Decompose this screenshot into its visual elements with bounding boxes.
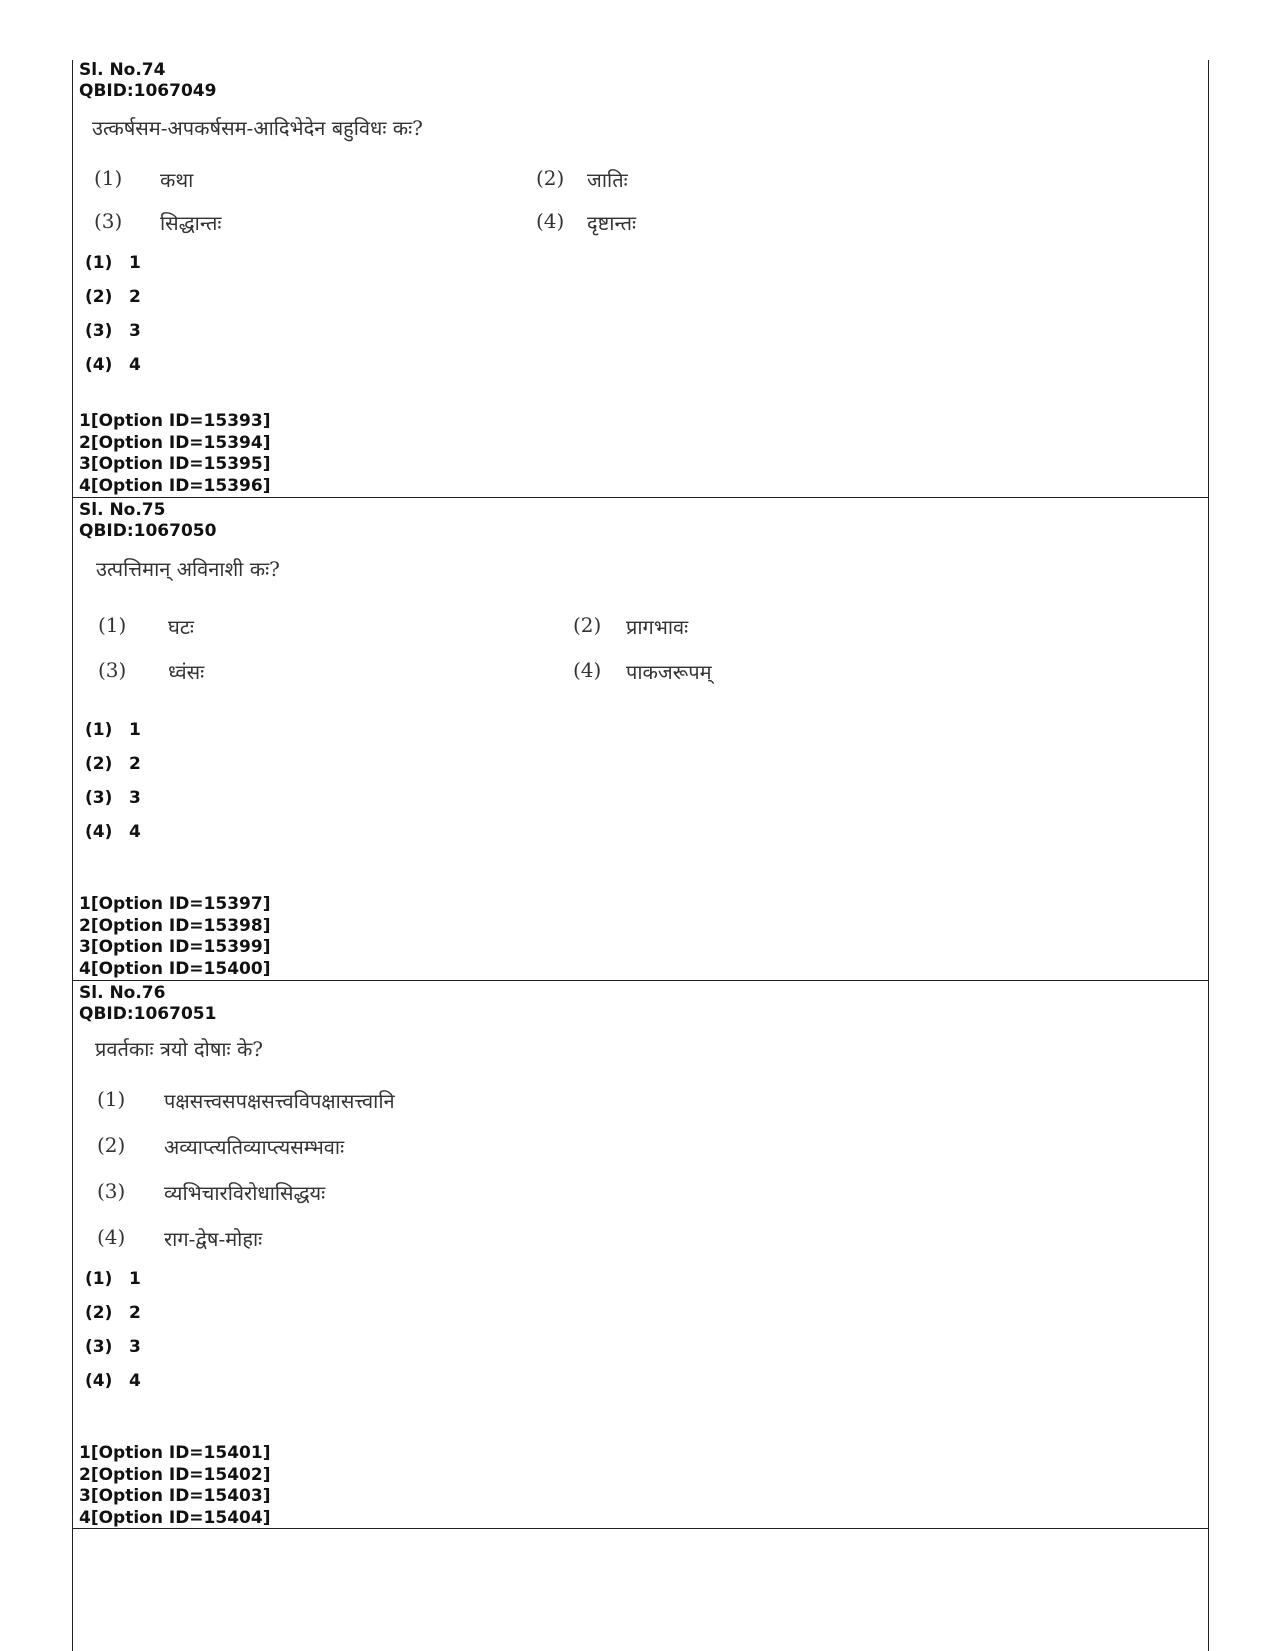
option-text: अव्याप्त्यतिव्याप्त्यसम्भवाः <box>164 1135 345 1159</box>
option-4 <box>536 209 637 235</box>
answer-value: 4 <box>129 822 141 842</box>
option-number: (2) <box>97 1133 126 1157</box>
option-number: (3) <box>94 209 123 233</box>
answer-number: (3) <box>85 788 113 808</box>
serial-number: Sl. No.76 <box>79 983 166 1003</box>
answer-choice-4 <box>85 1371 141 1391</box>
option-3 <box>97 1179 326 1205</box>
option-id: 2[Option ID=15394] <box>79 432 271 453</box>
answer-value: 2 <box>129 754 141 774</box>
option-id: 1[Option ID=15393] <box>79 411 271 431</box>
answer-choice-2 <box>85 754 141 774</box>
option-text: प्रागभावः <box>626 615 689 639</box>
option-1 <box>98 613 194 639</box>
answer-number: (3) <box>85 321 113 341</box>
option-2 <box>573 613 689 639</box>
option-2 <box>536 166 628 192</box>
option-text: जातिः <box>587 168 628 192</box>
answer-number: (2) <box>85 754 113 774</box>
answer-value: 3 <box>129 788 141 808</box>
option-3 <box>94 209 222 235</box>
answer-number: (1) <box>85 1269 113 1289</box>
question-text: प्रवर्तकाः त्रयो दोषाः के? <box>95 1037 264 1061</box>
answer-choice-1 <box>85 253 141 273</box>
answer-number: (1) <box>85 253 113 273</box>
option-1 <box>94 166 194 192</box>
option-3 <box>98 658 205 684</box>
serial-number: Sl. No.74 <box>79 60 166 80</box>
option-id-list <box>79 411 270 497</box>
option-id: 3[Option ID=15399] <box>79 937 271 957</box>
option-id: 2[Option ID=15402] <box>79 1464 271 1485</box>
answer-choice-2 <box>85 287 141 307</box>
answer-value: 4 <box>129 1371 141 1391</box>
option-id: 4[Option ID=15404] <box>79 1507 271 1528</box>
qbid: QBID:1067049 <box>79 81 217 101</box>
option-number: (2) <box>536 166 565 190</box>
answer-value: 1 <box>129 253 141 273</box>
answer-number: (4) <box>85 822 113 842</box>
answer-value: 3 <box>129 1337 141 1357</box>
question-text: उत्कर्षसम-अपकर्षसम-आदिभेदेन बहुविधः कः? <box>92 116 423 140</box>
question-divider <box>72 980 1209 981</box>
answer-number: (2) <box>85 287 113 307</box>
option-text: घटः <box>168 615 194 639</box>
option-text: पक्षसत्त्वसपक्षसत्त्वविपक्षासत्त्वानि <box>164 1089 395 1113</box>
answer-number: (2) <box>85 1303 113 1323</box>
answer-number: (4) <box>85 1371 113 1391</box>
answer-number: (1) <box>85 720 113 740</box>
option-number: (4) <box>573 658 602 682</box>
option-text: व्यभिचारविरोधासिद्धयः <box>164 1181 326 1205</box>
option-text: कथा <box>160 168 194 192</box>
answer-number: (4) <box>85 355 113 375</box>
option-text: राग-द्वेष-मोहाः <box>164 1227 263 1251</box>
option-2 <box>97 1133 345 1159</box>
option-number: (1) <box>98 613 127 637</box>
answer-choice-3 <box>85 321 141 341</box>
answer-choice-1 <box>85 720 141 740</box>
answer-value: 2 <box>129 1303 141 1323</box>
option-number: (4) <box>97 1225 126 1249</box>
option-4 <box>97 1225 263 1251</box>
answer-choice-4 <box>85 822 141 842</box>
option-number: (2) <box>573 613 602 637</box>
question-text: उत्पत्तिमान् अविनाशी कः? <box>96 557 280 581</box>
option-number: (3) <box>98 658 127 682</box>
option-id: 1[Option ID=15401] <box>79 1443 271 1463</box>
qbid: QBID:1067051 <box>79 1004 217 1024</box>
answer-value: 2 <box>129 287 141 307</box>
answer-choice-4 <box>85 355 141 375</box>
answer-choice-1 <box>85 1269 141 1289</box>
option-id: 3[Option ID=15395] <box>79 454 271 474</box>
option-text: सिद्धान्तः <box>160 211 222 235</box>
option-id: 2[Option ID=15398] <box>79 915 271 936</box>
option-text: ध्वंसः <box>168 660 205 684</box>
answer-number: (3) <box>85 1337 113 1357</box>
option-id: 1[Option ID=15397] <box>79 894 271 914</box>
question-divider <box>72 497 1209 498</box>
answer-choice-3 <box>85 1337 141 1357</box>
option-number: (1) <box>94 166 123 190</box>
left-border <box>72 60 73 1651</box>
option-text: पाकजरूपम् <box>626 660 712 684</box>
option-id-list <box>79 1443 270 1529</box>
answer-value: 1 <box>129 1269 141 1289</box>
answer-value: 1 <box>129 720 141 740</box>
right-border <box>1208 60 1209 1651</box>
option-id: 3[Option ID=15403] <box>79 1486 271 1506</box>
option-1 <box>97 1087 395 1113</box>
option-id-list <box>79 894 270 980</box>
option-number: (1) <box>97 1087 126 1111</box>
option-id: 4[Option ID=15396] <box>79 475 271 496</box>
option-text: दृष्टान्तः <box>587 211 637 235</box>
answer-value: 4 <box>129 355 141 375</box>
answer-choice-3 <box>85 788 141 808</box>
option-id: 4[Option ID=15400] <box>79 958 271 979</box>
serial-number: Sl. No.75 <box>79 500 166 520</box>
answer-choice-2 <box>85 1303 141 1323</box>
answer-value: 3 <box>129 321 141 341</box>
qbid: QBID:1067050 <box>79 521 217 541</box>
option-4 <box>573 658 712 684</box>
option-number: (3) <box>97 1179 126 1203</box>
option-number: (4) <box>536 209 565 233</box>
